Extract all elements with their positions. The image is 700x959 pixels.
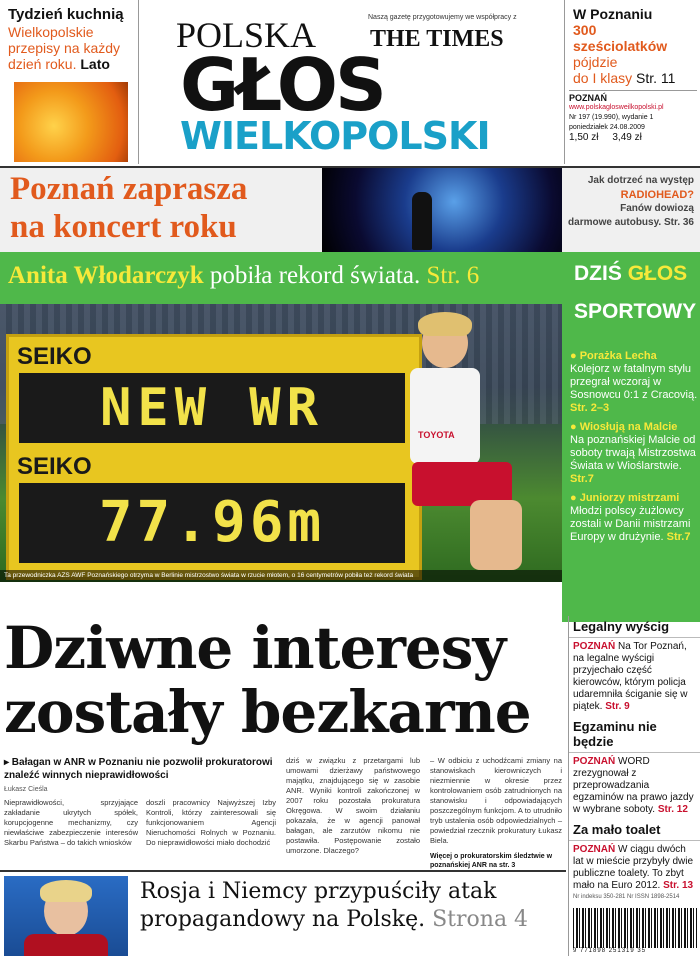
read-more-link[interactable]: Więcej o prokuratorskim śledztwie w poznańskiej ANR na str. 3	[430, 853, 553, 869]
seiko-logo: SEIKO	[17, 343, 92, 370]
sport-panel-title: DZIŚ GŁOS	[574, 262, 688, 285]
sport-item[interactable]: ● Porażka Lecha Kolejorz w fatalnym stylu przegrał wczoraj w Sosnowcu 0:1 z Cracovią. Str. 2–3	[570, 350, 698, 414]
orange-fruit-image	[14, 82, 128, 162]
concert-banner[interactable]	[0, 166, 700, 253]
athlete-shirt	[410, 368, 480, 464]
scoreboard-new-wr: NEW WR	[19, 373, 405, 443]
sport-panel-subtitle: SPORTOWY	[574, 300, 697, 323]
byline: Łukasz Cieśla	[4, 786, 48, 793]
masthead	[140, 0, 562, 164]
first-graders-text: W Poznaniu 300 sześciolatków	[573, 6, 668, 54]
sport-item[interactable]: ● Juniorzy mistrzami Młodzi polscy żużlowcy zostali w Danii mistrzami Europy w drużynie. Str.7	[570, 492, 691, 543]
masthead-tagline: Naszą gazetę przygotowujemy we współpracy z	[368, 14, 517, 21]
athlete-hair	[418, 312, 472, 336]
seiko-logo-2: SEIKO	[17, 453, 92, 480]
first-graders-text-2: pójdzie do I klasy Str. 11	[573, 54, 676, 86]
photo-caption: Ta przewodniczka AZS AWF Poznańskiego otrzyma w Berlinie mistrzostwo świata w rzucie młotem, o 16 centymetrów pobiła też rekord świata	[0, 570, 566, 582]
main-headline[interactable]: Dziwne interesy zostały bezkarne	[4, 614, 531, 746]
cooking-teaser-title: Tydzień kuchnią	[8, 6, 124, 23]
brief-title: Legalny wyścig	[569, 616, 700, 638]
barcode-number: 9 771898 251319 35	[573, 948, 647, 954]
politician-hair	[40, 880, 92, 902]
news-briefs	[568, 616, 700, 956]
brief-item[interactable]: Egzaminu nie będzie POZNAŃ WORD zrezygnował z przeprowadzania egzaminów na prawo jazdy w wybrane soboty. Str. 12	[569, 716, 700, 819]
politician-photo	[4, 876, 128, 956]
bottom-headline: Rosja i Niemcy przypuściły atak propagandowy na Polskę. Strona 4	[140, 879, 529, 932]
index-number: Nr indeksu 350-281 Nr ISSN 1898-2514	[573, 894, 680, 900]
wielkopolski-logo: WIELKOPOLSKI	[180, 114, 490, 158]
brief-title: Za mało toalet	[569, 819, 700, 841]
brief-title: Egzaminu nie będzie	[569, 716, 700, 753]
brief-item[interactable]: Legalny wyścig POZNAŃ Na Tor Poznań, na legalne wyścigi przyjechało część kierowców, którym policja udaremniła ściganie się w piątek. Str. 9	[569, 616, 700, 716]
athlete-bib: TOYOTA	[418, 430, 455, 440]
concert-side-text: Jak dotrzeć na występ RADIOHEAD? Fanów dowiozą darmowe autobusy. Str. 36	[568, 175, 694, 228]
article-column-3: dziś w związku z przetargami lub umowami dzierżawy państwowego majątku, znajdującego się w zasobie ANR. Wyniki kontroli zakończonej w 2007 roku pozostała prokuratura Okręgowa. W swoim działaniu pokazała, że w agencji panował bałagan, ale zarzutów nikomu nie postawiła. Postępowanie zostało umorzone. Dlaczego?	[286, 756, 420, 855]
concert-photo	[322, 168, 562, 252]
article-column-4: – W odbiciu z uchodźcami zmiany na stanowiskach kierowniczych i niezmiennie w okresie przez kontrolowaniem osób zatrudnionych na stanowisku i odpowiadających poszczególnym funkcjom. A to utrudniło tryb ustalenia osób odpowiedzialnych – powiedział rzecznik prokuratury Łukasz Biela.	[430, 756, 562, 845]
scoreboard-distance: 77.96m	[19, 483, 405, 563]
cooking-teaser[interactable]	[0, 0, 139, 164]
sport-headline: Anita Włodarczyk pobiła rekord świata. Str. 6	[8, 262, 480, 289]
glos-logo: GŁOS	[180, 43, 384, 127]
article-column-1: Nieprawidłowości, sprzyjające zakładanie ukrytych spółek, korupcjogenne mechanizmy, czy niewłaściwe zabezpieczenie interesów Skarbu Państwa – do takich wniosków	[4, 798, 138, 847]
athlete-leg	[470, 500, 522, 570]
the-times-logo: THE TIMES	[370, 26, 504, 52]
brief-item[interactable]: Za mało toalet POZNAŃ W ciągu dwóch lat w mieście przybyły dwie publiczne toalety. To zbyt mało na Euro 2012. Str. 13	[569, 819, 700, 895]
politician-jacket	[24, 934, 108, 956]
singer-silhouette	[412, 192, 432, 250]
sport-supplement-panel[interactable]	[562, 252, 700, 622]
sport-panel-items	[570, 350, 698, 544]
polska-logo: POLSKA	[176, 15, 317, 55]
bottom-teaser[interactable]	[0, 870, 566, 959]
seiko-scoreboard	[6, 334, 422, 580]
barcode	[573, 908, 697, 948]
first-graders-teaser[interactable]	[564, 0, 700, 164]
concert-headline: Poznań zaprasza na koncert roku	[10, 171, 248, 245]
world-record-photo	[0, 304, 562, 582]
article-column-2: doszli pracownicy Najwyższej Izby Kontroli, którzy zainteresowali się funkcjonowaniem Agencji Nieruchomości Rolnych w Poznaniu. Do nieprawidłowości miało dochodzić	[146, 798, 276, 847]
sport-item[interactable]: ● Wiosłują na Malcie Na poznańskiej Malcie od soboty trwają Mistrzostwa Świata w Wioślarstwie. Str.7	[570, 421, 696, 485]
cooking-teaser-text: Wielkopolskie przepisy na każdy dzień roku. Lato	[8, 24, 121, 72]
edition-info: POZNAŃ www.polskaglosweilkopolski.pl Nr 197 (19.990), wydanie 1 poniedziałek 24.08.2009 1,50 zł 3,49 zł	[569, 90, 697, 143]
main-lead: ▸ Bałagan w ANR w Poznaniu nie pozwolił prokuratorowi znaleźć winnych nieprawidłowości	[4, 757, 273, 781]
